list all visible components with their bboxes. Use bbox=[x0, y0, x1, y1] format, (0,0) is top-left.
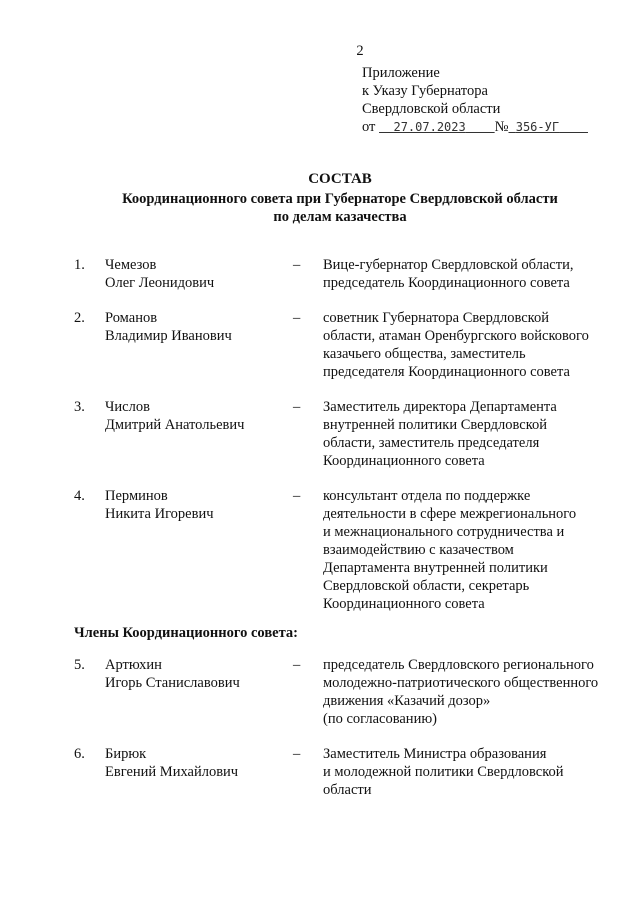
member-dash: – bbox=[293, 488, 301, 504]
member-number: 3. bbox=[74, 399, 85, 415]
member-name bbox=[105, 487, 293, 523]
member-position-line: молодежно-патриотического общественного bbox=[323, 675, 599, 691]
member-position-line: области bbox=[323, 782, 372, 798]
member-name bbox=[105, 309, 293, 345]
member-position-line: Координационного совета bbox=[323, 596, 485, 612]
member-position-line: деятельности в сфере межрегионального bbox=[323, 506, 577, 522]
member-row bbox=[74, 656, 614, 728]
appendix-header bbox=[362, 64, 622, 136]
member-position-line: области, заместитель председателя bbox=[323, 435, 540, 451]
member-surname: Бирюк bbox=[105, 746, 147, 762]
date-value: 27.07.2023 bbox=[393, 120, 466, 134]
page-number: 2 bbox=[356, 43, 364, 59]
member-position bbox=[323, 256, 614, 292]
members-list bbox=[74, 256, 614, 613]
member-position-line: взаимодействию с казачеством bbox=[323, 542, 514, 558]
member-position-line: Заместитель Министра образования bbox=[323, 746, 547, 762]
member-given-name: Дмитрий Анатольевич bbox=[105, 417, 245, 433]
member-surname: Артюхин bbox=[105, 657, 162, 673]
member-position-line: движения «Казачий дозор» bbox=[323, 693, 491, 709]
member-position bbox=[323, 656, 614, 728]
member-position-line: советник Губернатора Свердловской bbox=[323, 310, 550, 326]
member-surname: Перминов bbox=[105, 488, 168, 504]
member-position-line: председателя Координационного совета bbox=[323, 364, 570, 380]
title-main: СОСТАВ bbox=[308, 171, 372, 187]
member-position-line: (по согласованию) bbox=[323, 711, 437, 727]
date-prefix: от bbox=[362, 119, 376, 135]
section-title: Члены Координационного совета: bbox=[74, 625, 298, 641]
appendix-line-1: Приложение bbox=[362, 65, 440, 81]
member-position-line: председатель Свердловского регионального bbox=[323, 657, 594, 673]
member-dash: – bbox=[293, 399, 301, 415]
member-given-name: Олег Леонидович bbox=[105, 275, 215, 291]
member-given-name: Игорь Станиславович bbox=[105, 675, 240, 691]
member-position bbox=[323, 487, 614, 613]
member-position-line: и молодежной политики Свердловской bbox=[323, 764, 564, 780]
member-given-name: Владимир Иванович bbox=[105, 328, 232, 344]
member-position-line: казачьего общества, заместитель bbox=[323, 346, 526, 362]
member-dash: – bbox=[293, 746, 301, 762]
appendix-date-line bbox=[362, 118, 622, 136]
members-list-2 bbox=[74, 656, 614, 799]
title-line-3: по делам казачества bbox=[273, 209, 407, 225]
member-name bbox=[105, 745, 293, 781]
member-surname: Романов bbox=[105, 310, 158, 326]
member-row bbox=[74, 487, 614, 613]
appendix-line-2: к Указу Губернатора bbox=[362, 83, 488, 99]
member-number: 6. bbox=[74, 746, 85, 762]
member-position-line: и межнационального сотрудничества и bbox=[323, 524, 565, 540]
member-position bbox=[323, 745, 614, 799]
member-dash: – bbox=[293, 657, 301, 673]
member-number: 1. bbox=[74, 257, 85, 273]
member-position-line: Вице-губернатор Свердловской области, bbox=[323, 257, 574, 273]
member-number: 5. bbox=[74, 657, 85, 673]
member-position-line: Свердловской области, секретарь bbox=[323, 578, 530, 594]
member-surname: Числов bbox=[105, 399, 150, 415]
member-row bbox=[74, 256, 614, 292]
member-given-name: Никита Игоревич bbox=[105, 506, 214, 522]
member-dash: – bbox=[293, 257, 301, 273]
title-line-2: Координационного совета при Губернаторе Свердловской области bbox=[122, 191, 558, 207]
member-given-name: Евгений Михайлович bbox=[105, 764, 239, 780]
member-position-line: председатель Координационного совета bbox=[323, 275, 570, 291]
member-position-line: Департамента внутренней политики bbox=[323, 560, 548, 576]
member-surname: Чемезов bbox=[105, 257, 157, 273]
document-title bbox=[60, 170, 620, 226]
number-value: 356-УГ bbox=[515, 120, 560, 134]
member-position-line: внутренней политики Свердловской bbox=[323, 417, 548, 433]
member-row bbox=[74, 398, 614, 470]
member-dash: – bbox=[293, 310, 301, 326]
member-position-line: области, атаман Оренбургского войскового bbox=[323, 328, 589, 344]
member-number: 2. bbox=[74, 310, 85, 326]
member-number: 4. bbox=[74, 488, 85, 504]
member-name bbox=[105, 656, 293, 692]
member-row bbox=[74, 309, 614, 381]
member-position-line: Координационного совета bbox=[323, 453, 485, 469]
member-position-line: консультант отдела по поддержке bbox=[323, 488, 531, 504]
member-position-line: Заместитель директора Департамента bbox=[323, 399, 557, 415]
member-name bbox=[105, 398, 293, 434]
member-position bbox=[323, 398, 614, 470]
member-row bbox=[74, 745, 614, 799]
member-position bbox=[323, 309, 614, 381]
appendix-line-3: Свердловской области bbox=[362, 101, 501, 117]
number-prefix: № bbox=[494, 119, 509, 135]
member-name bbox=[105, 256, 293, 292]
